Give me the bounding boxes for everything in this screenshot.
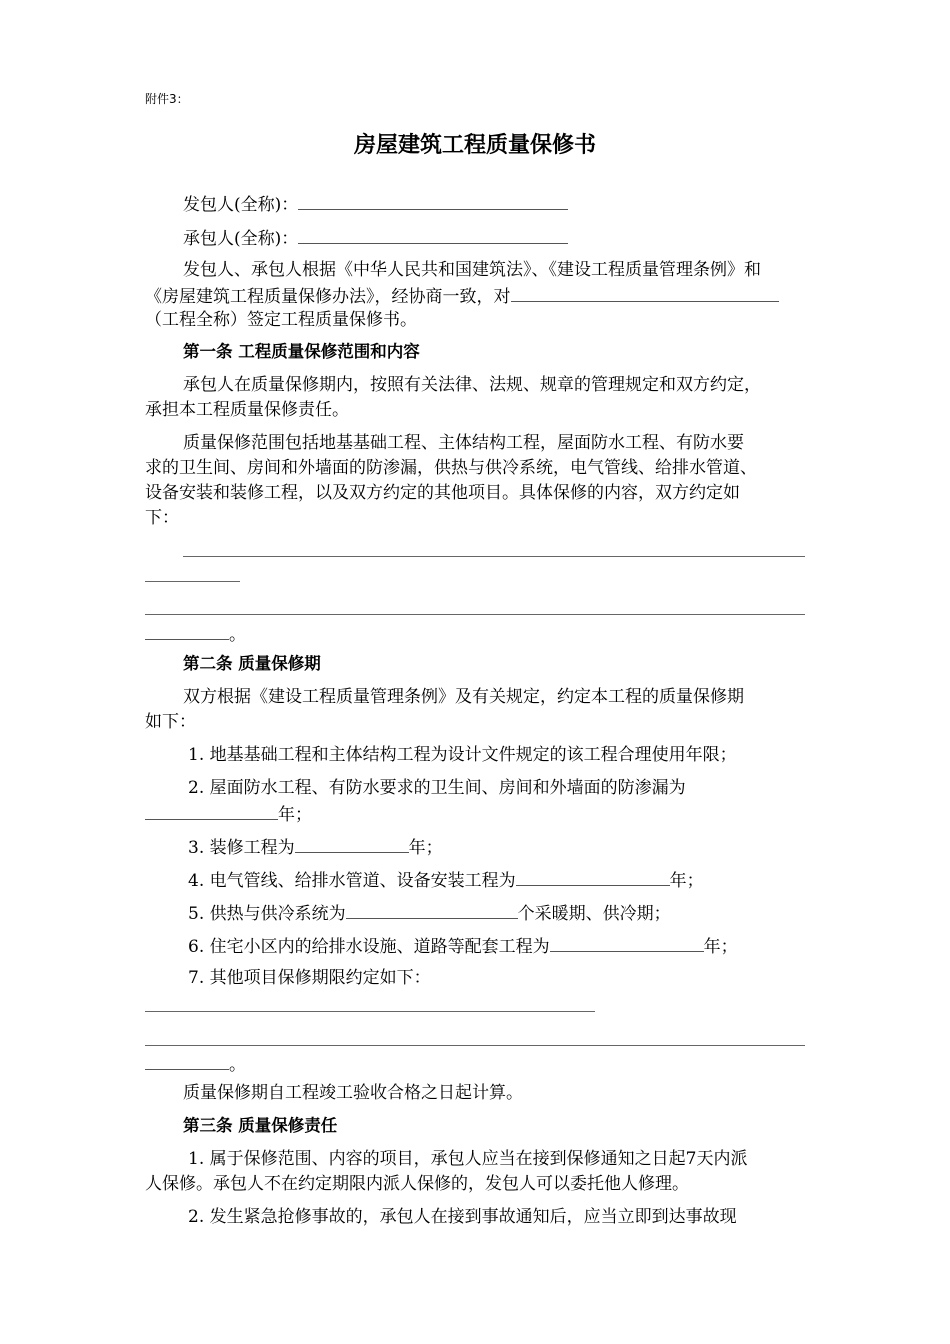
document-title: 房屋建筑工程质量保修书 — [353, 133, 596, 158]
article-1-heading: 第一条 工程质量保修范围和内容 — [183, 342, 420, 361]
item-6-suffix: 年； — [703, 937, 738, 957]
article-2-blank-end-row — [145, 1052, 246, 1076]
party-a-label: 发包人(全称)： — [183, 195, 299, 215]
item-6-prefix: 6. 住宅小区内的给排水设施、道路等配套工程为 — [188, 937, 550, 957]
article-1-p1-line-1: 承包人在质量保修期内，按照有关法律、法规、规章的管理规定和双方约定， — [183, 375, 761, 395]
article-1-p1-line-2: 承担本工程质量保修责任。 — [145, 400, 349, 420]
article-1-blank-line-2[interactable] — [145, 581, 240, 582]
article-1-p2-line-3: 设备安装和装修工程，以及双方约定的其他项目。具体保修的内容，双方约定如 — [145, 483, 740, 503]
article-2-item-5 — [188, 901, 671, 925]
article-2-end-mark: 。 — [229, 1055, 246, 1075]
item-4-suffix: 年； — [669, 871, 704, 891]
intro-line-3: （工程全称）签定工程质量保修书。 — [145, 310, 417, 330]
waterproof-years-field[interactable] — [145, 802, 278, 820]
article-2-item-6 — [188, 934, 738, 958]
article-1-p2-line-2: 求的卫生间、房间和外墙面的防渗漏，供热与供冷系统，电气管线、给排水管道、 — [145, 458, 757, 478]
article-1-blank-end-row — [145, 622, 246, 646]
article-1-blank-line-3[interactable] — [145, 614, 805, 615]
article-2-closing: 质量保修期自工程竣工验收合格之日起计算。 — [183, 1083, 523, 1103]
decoration-years-field[interactable] — [295, 835, 409, 853]
item-3-prefix: 3. 装修工程为 — [188, 838, 295, 858]
article-3-item-1-line-1: 1. 属于保修范围、内容的项目，承包人应当在接到保修通知之日起7天内派 — [188, 1149, 748, 1169]
intro-line-1: 发包人、承包人根据《中华人民共和国建筑法》、《建设工程质量管理条例》和 — [183, 260, 761, 280]
article-3-item-2-line-1: 2. 发生紧急抢修事故的，承包人在接到事故通知后，应当立即到达事故现 — [188, 1207, 737, 1227]
article-1-blank-line-1[interactable] — [183, 556, 805, 557]
item-5-suffix: 个采暖期、供冷期； — [517, 904, 671, 924]
article-3-item-1-line-2: 人保修。承包人不在约定期限内派人保修的，发包人可以委托他人修理。 — [145, 1174, 689, 1194]
attachment-label: 附件3： — [145, 92, 189, 106]
article-2-item-3 — [188, 835, 443, 859]
item-2-suffix: 年； — [278, 805, 312, 825]
article-1-end-mark: 。 — [229, 625, 246, 645]
article-3-heading: 第三条 质量保修责任 — [183, 1116, 338, 1135]
intro-line-2-text: 《房屋建筑工程质量保修办法》，经协商一致，对 — [145, 287, 511, 307]
article-1-p2-line-1: 质量保修范围包括地基基础工程、主体结构工程，屋面防水工程、有防水要 — [183, 433, 744, 453]
party-a-row — [183, 192, 568, 216]
article-1-blank-line-4[interactable] — [145, 622, 229, 640]
project-name-field[interactable] — [511, 284, 779, 302]
installation-years-field[interactable] — [516, 868, 670, 886]
item-3-suffix: 年； — [408, 838, 443, 858]
article-2-item-2-line-1: 2. 屋面防水工程、有防水要求的卫生间、房间和外墙面的防渗漏为 — [188, 778, 686, 798]
party-b-label: 承包人(全称)： — [183, 229, 299, 249]
item-4-prefix: 4. 电气管线、给排水管道、设备安装工程为 — [188, 871, 516, 891]
article-2-item-7: 7. 其他项目保修期限约定如下： — [188, 968, 431, 988]
article-2-p1-line-1: 双方根据《建设工程质量管理条例》及有关规定，约定本工程的质量保修期 — [183, 687, 744, 707]
party-b-field[interactable] — [298, 226, 568, 244]
article-2-blank-line-1[interactable] — [145, 1011, 595, 1012]
facilities-years-field[interactable] — [550, 934, 704, 952]
article-2-p1-line-2: 如下： — [145, 712, 196, 732]
article-2-item-1: 1. 地基基础工程和主体结构工程为设计文件规定的该工程合理使用年限； — [188, 745, 737, 765]
party-a-field[interactable] — [298, 192, 568, 210]
article-2-item-2-line-2 — [145, 802, 312, 826]
heating-periods-field[interactable] — [346, 901, 518, 919]
article-1-p2-line-4: 下： — [145, 508, 179, 528]
party-b-row — [183, 226, 568, 250]
intro-line-2 — [145, 284, 779, 308]
article-2-blank-line-2[interactable] — [145, 1045, 805, 1046]
article-2-heading: 第二条 质量保修期 — [183, 654, 321, 673]
item-5-prefix: 5. 供热与供冷系统为 — [188, 904, 346, 924]
article-2-blank-line-3[interactable] — [145, 1052, 229, 1070]
article-2-item-4 — [188, 868, 704, 892]
